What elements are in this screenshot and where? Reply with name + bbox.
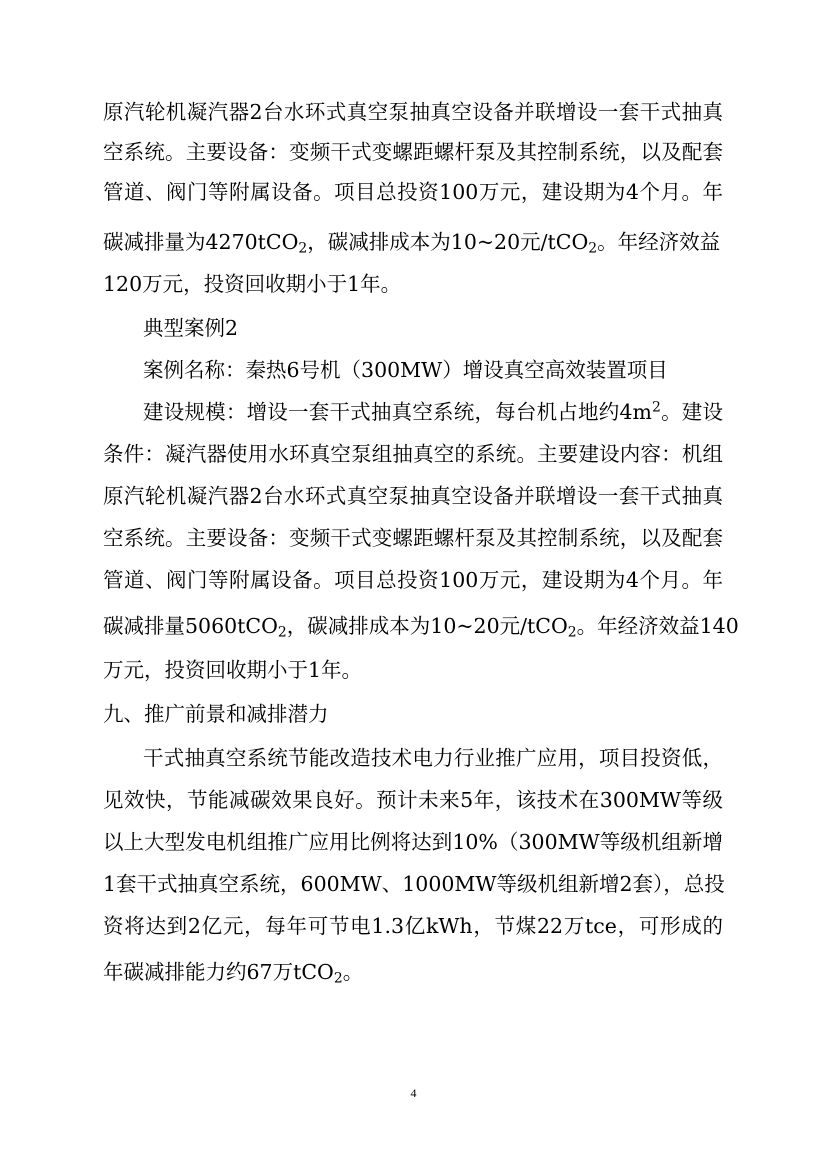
text-line: 条件：凝汽器使用水环真空泵组抽真空的系统。主要建设内容：机组 — [103, 442, 723, 466]
text-span: 。年经济效益140 — [576, 614, 739, 638]
subscript: 2 — [333, 970, 343, 987]
text-line: 空系统。主要设备：变频干式变螺距螺杆泵及其控制系统，以及配套 — [103, 526, 723, 550]
text-line: 原汽轮机凝汽器2台水环式真空泵抽真空设备并联增设一套干式抽真 — [103, 100, 723, 124]
text-span: ，碳减排成本为10~20元/tCO — [286, 614, 568, 638]
superscript: 2 — [651, 399, 661, 416]
text-line: 原汽轮机凝汽器2台水环式真空泵抽真空设备并联增设一套干式抽真 — [103, 484, 723, 508]
case-name: 案例名称：秦热6号机（300MW）增设真空高效装置项目 — [143, 358, 668, 382]
subscript: 2 — [277, 624, 287, 641]
text-line: 空系统。主要设备：变频干式变螺距螺杆泵及其控制系统，以及配套 — [103, 140, 723, 164]
text-line — [143, 398, 723, 426]
text-line: 以上大型发电机组推广应用比例将达到10%（300MW等级机组新增 — [103, 830, 723, 854]
subscript: 2 — [567, 624, 577, 641]
text-line — [103, 228, 720, 256]
text-span: 年碳减排能力约67万tCO — [103, 960, 334, 984]
subscript: 2 — [298, 240, 308, 257]
text-line: 管道、阀门等附属设备。项目总投资100万元，建设期为4个月。年 — [103, 568, 723, 592]
text-line — [103, 958, 363, 986]
text-span: 。 — [342, 960, 364, 984]
text-line: 1套干式抽真空系统，600MW、1000MW等级机组新增2套），总投 — [103, 872, 725, 896]
subscript: 2 — [588, 240, 598, 257]
text-span: ，碳减排成本为10~20元/tCO — [307, 230, 589, 254]
text-span: 碳减排量5060tCO — [103, 614, 278, 638]
text-line: 见效快，节能减碳效果良好。预计未来5年，该技术在300MW等级 — [103, 788, 723, 812]
text-span: 建设规模：增设一套干式抽真空系统，每台机占地约4m — [143, 400, 652, 424]
text-span: 。建设 — [660, 400, 724, 424]
text-span: 碳减排量为4270tCO — [103, 230, 299, 254]
text-span: 。年经济效益 — [597, 230, 721, 254]
section-heading: 九、推广前景和减排潜力 — [103, 702, 329, 726]
text-line: 管道、阀门等附属设备。项目总投资100万元，建设期为4个月。年 — [103, 180, 723, 204]
text-line: 干式抽真空系统节能改造技术电力行业推广应用，项目投资低， — [143, 746, 723, 770]
text-line: 资将达到2亿元，每年可节电1.3亿kWh，节煤22万tce，可形成的 — [103, 914, 723, 938]
case-title: 典型案例2 — [143, 316, 239, 340]
text-line: 万元，投资回收期小于1年。 — [103, 658, 363, 682]
text-line — [103, 612, 739, 641]
text-line: 120万元，投资回收期小于1年。 — [103, 272, 402, 296]
page-number: 4 — [410, 1086, 417, 1100]
